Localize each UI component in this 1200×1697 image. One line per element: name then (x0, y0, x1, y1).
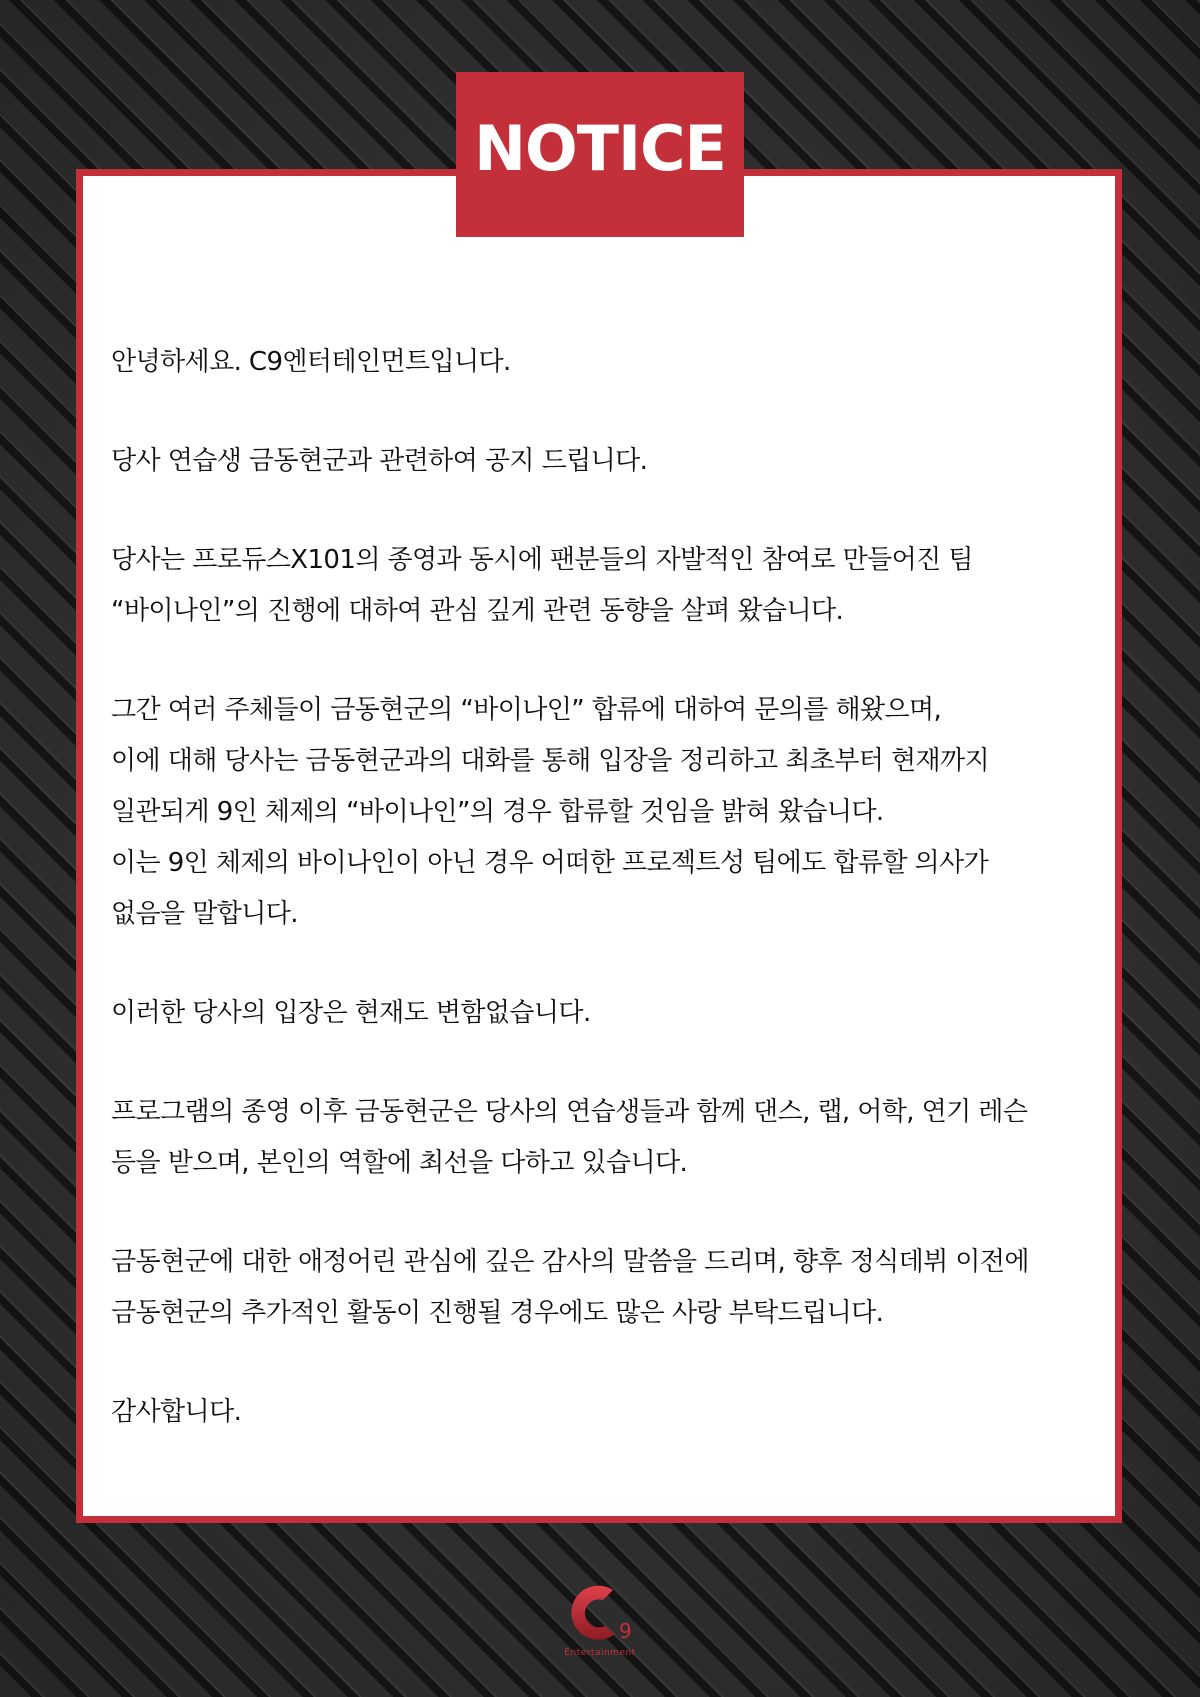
paragraph-activities (111, 1087, 1111, 1189)
c9-entertainment-logo-icon (555, 1582, 645, 1664)
text-line: 당사는 프로듀스X101의 종영과 동시에 팬분들의 자발적인 참여로 만들어진 팀 (111, 545, 973, 575)
text-line: 이에 대해 당사는 금동현군과의 대화를 통해 입장을 정리하고 최초부터 현재까지 (111, 746, 990, 776)
paragraph-position (111, 685, 1111, 940)
text-line: “바이나인”의 진행에 대하여 관심 깊게 관련 동향을 살펴 왔습니다. (111, 596, 844, 626)
text-line: 그간 여러 주체들이 금동현군의 “바이나인” 합류에 대하여 문의를 해왔으며, (111, 695, 942, 725)
text-line: 이는 9인 체제의 바이나인이 아닌 경우 어떠한 프로젝트성 팀에도 합류할 의사가 (111, 848, 989, 878)
paragraph-unchanged (111, 988, 1111, 1039)
text-line: 안녕하세요. C9엔터테인먼트입니다. (111, 347, 511, 377)
notice-badge (456, 72, 744, 237)
paragraph-subject (111, 436, 1111, 487)
text-line: 프로그램의 종영 이후 금동현군은 당사의 연습생들과 함께 댄스, 랩, 어학, 연기 레슨 (111, 1097, 1028, 1127)
paragraph-closing (111, 1387, 1111, 1438)
paragraph-greeting (111, 337, 1111, 388)
text-line: 이러한 당사의 입장은 현재도 변함없습니다. (111, 998, 591, 1028)
paragraph-background (111, 535, 1111, 637)
logo-superscript: 9 (619, 1619, 632, 1643)
text-line: 금동현군에 대한 애정어린 관심에 깊은 감사의 말씀을 드리며, 향후 정식데뷔 이전에 (111, 1247, 1029, 1277)
notice-body (111, 337, 1111, 1438)
text-line: 일관되게 9인 체제의 “바이나인”의 경우 합류할 것임을 밝혀 왔습니다. (111, 797, 884, 827)
text-line: 당사 연습생 금동현군과 관련하여 공지 드립니다. (111, 446, 648, 476)
notice-title: NOTICE (474, 112, 726, 185)
text-line: 없음을 말합니다. (111, 899, 298, 929)
text-line: 금동현군의 추가적인 활동이 진행될 경우에도 많은 사랑 부탁드립니다. (111, 1298, 884, 1328)
logo-subtext: Entertainment (564, 1648, 636, 1658)
logo-mark-graphic (555, 1582, 645, 1648)
paragraph-thanks-request (111, 1237, 1111, 1339)
text-line: 감사합니다. (111, 1397, 242, 1427)
text-line: 등을 받으며, 본인의 역할에 최선을 다하고 있습니다. (111, 1148, 688, 1178)
